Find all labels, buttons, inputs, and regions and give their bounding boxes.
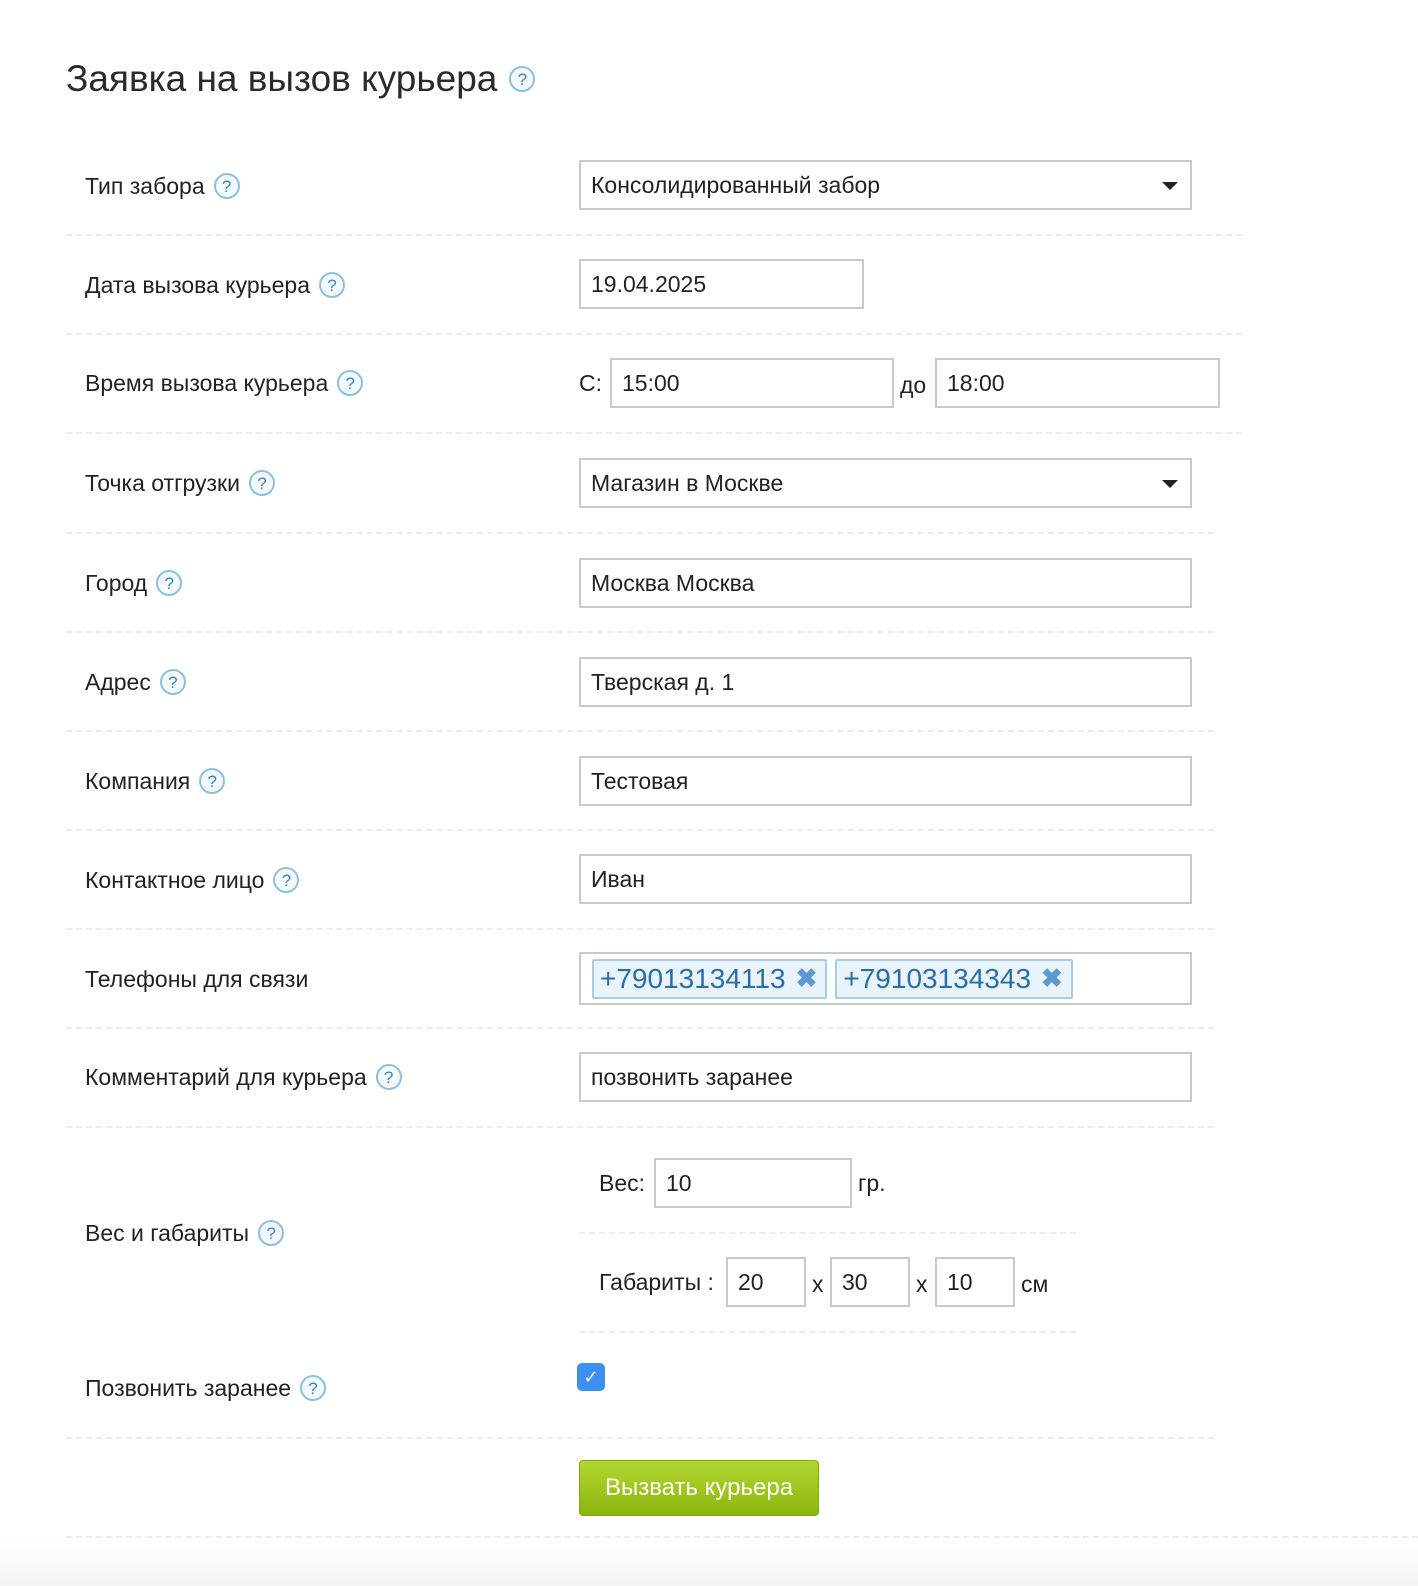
form-row-address <box>66 633 1214 732</box>
phone-tag <box>835 959 1072 999</box>
time-to-value: 18:00 <box>947 369 1005 396</box>
weight-unit: гр. <box>858 1169 886 1196</box>
help-icon[interactable]: ? <box>214 173 240 199</box>
call-ahead-label <box>85 1363 326 1413</box>
pickup-type-value: Консолидированный забор <box>591 171 881 198</box>
date-label <box>85 260 345 310</box>
chevron-down-icon <box>1162 182 1178 190</box>
help-icon[interactable]: ? <box>509 66 535 92</box>
help-icon[interactable]: ? <box>319 272 345 298</box>
address-input[interactable] <box>579 657 1192 707</box>
contact-label <box>85 855 299 905</box>
dims-label: Габариты : <box>599 1268 714 1295</box>
divider <box>66 1536 1418 1538</box>
contact-input[interactable] <box>579 854 1192 904</box>
weight-dims-label <box>85 1208 284 1258</box>
address-label <box>85 657 186 707</box>
shipping-point-value: Магазин в Москве <box>591 469 784 496</box>
time-label-text: Время вызова курьера <box>85 369 329 396</box>
dims-separator: x <box>812 1270 824 1297</box>
call-ahead-checkbox[interactable] <box>577 1363 605 1391</box>
page-title <box>66 58 535 100</box>
company-label-text: Компания <box>85 767 191 794</box>
time-from-input[interactable] <box>610 358 894 408</box>
city-input[interactable] <box>579 558 1192 608</box>
time-label <box>85 358 363 408</box>
comment-label <box>85 1052 402 1102</box>
comment-input[interactable] <box>579 1052 1192 1102</box>
shipping-point-select[interactable] <box>579 458 1192 508</box>
shipping-point-label-text: Точка отгрузки <box>85 469 240 496</box>
address-label-text: Адрес <box>85 668 151 695</box>
date-input[interactable] <box>579 259 864 309</box>
dims-separator: x <box>916 1270 928 1297</box>
weight-label: Вес: <box>599 1169 646 1196</box>
help-icon[interactable]: ? <box>273 867 299 893</box>
form-row-contact <box>66 831 1214 930</box>
dim-width-input[interactable] <box>830 1257 910 1307</box>
phone-tag-text: +79013134113 <box>600 962 786 994</box>
date-value: 19.04.2025 <box>591 270 707 297</box>
comment-value: позвонить заранее <box>591 1063 793 1090</box>
address-value: Тверская д. 1 <box>591 668 735 695</box>
dim-height-input[interactable] <box>935 1257 1015 1307</box>
help-icon[interactable]: ? <box>199 768 225 794</box>
phone-tag <box>592 959 827 999</box>
form-row-comment <box>66 1029 1214 1128</box>
help-icon[interactable]: ? <box>249 470 275 496</box>
comment-label-text: Комментарий для курьера <box>85 1063 367 1090</box>
time-from-value: 15:00 <box>622 369 680 396</box>
time-to-input[interactable] <box>935 358 1220 408</box>
close-icon[interactable]: ✖ <box>795 963 818 993</box>
phone-tag-text: +79103134343 <box>843 962 1032 994</box>
pickup-type-label-text: Тип забора <box>85 172 205 199</box>
dim-height-value: 10 <box>947 1268 973 1295</box>
dims-unit: см <box>1021 1270 1049 1297</box>
divider <box>579 1232 1076 1234</box>
help-icon[interactable]: ? <box>300 1375 326 1401</box>
check-icon: ✓ <box>583 1366 599 1387</box>
contact-value: Иван <box>591 865 645 892</box>
help-icon[interactable]: ? <box>376 1064 402 1090</box>
weight-value: 10 <box>666 1169 692 1196</box>
dim-length-value: 20 <box>738 1268 764 1295</box>
pickup-type-select[interactable] <box>579 160 1192 210</box>
form-row-shipping-point <box>66 434 1214 534</box>
date-label-text: Дата вызова курьера <box>85 271 311 298</box>
company-value: Тестовая <box>591 767 689 794</box>
phones-label-text: Телефоны для связи <box>85 965 309 992</box>
close-icon[interactable]: ✖ <box>1041 963 1063 993</box>
chevron-down-icon <box>1162 480 1178 488</box>
help-icon[interactable]: ? <box>258 1220 284 1246</box>
help-icon[interactable]: ? <box>160 669 186 695</box>
form-row-pickup-type <box>66 136 1242 236</box>
time-to-label: до <box>900 371 927 398</box>
form-row-company <box>66 732 1214 831</box>
city-value: Москва Москва <box>591 569 755 596</box>
page-title-text: Заявка на вызов курьера <box>66 58 498 99</box>
city-label-text: Город <box>85 569 148 596</box>
call-courier-button[interactable]: Вызвать курьера <box>579 1460 819 1516</box>
shipping-point-label <box>85 458 275 508</box>
weight-dims-label-text: Вес и габариты <box>85 1219 250 1246</box>
divider <box>579 1331 1076 1333</box>
form-row-weight-dims <box>66 1128 1214 1439</box>
help-icon[interactable]: ? <box>337 370 363 396</box>
help-icon[interactable]: ? <box>156 570 182 596</box>
form-row-city <box>66 534 1214 633</box>
company-input[interactable] <box>579 756 1192 806</box>
pickup-type-label <box>85 161 240 211</box>
time-from-label: С: <box>579 369 602 396</box>
footer-background <box>0 1540 1418 1586</box>
call-ahead-label-text: Позвонить заранее <box>85 1374 292 1401</box>
city-label <box>85 558 182 608</box>
form-row-time <box>66 335 1242 434</box>
form-row-phones <box>66 930 1214 1029</box>
company-label <box>85 756 225 806</box>
dim-length-input[interactable] <box>726 1257 806 1307</box>
contact-label-text: Контактное лицо <box>85 866 265 893</box>
phones-label <box>85 954 308 1004</box>
weight-input[interactable] <box>654 1158 852 1208</box>
phones-tag-input[interactable] <box>579 952 1192 1005</box>
form-row-date <box>66 236 1242 335</box>
dim-width-value: 30 <box>842 1268 868 1295</box>
